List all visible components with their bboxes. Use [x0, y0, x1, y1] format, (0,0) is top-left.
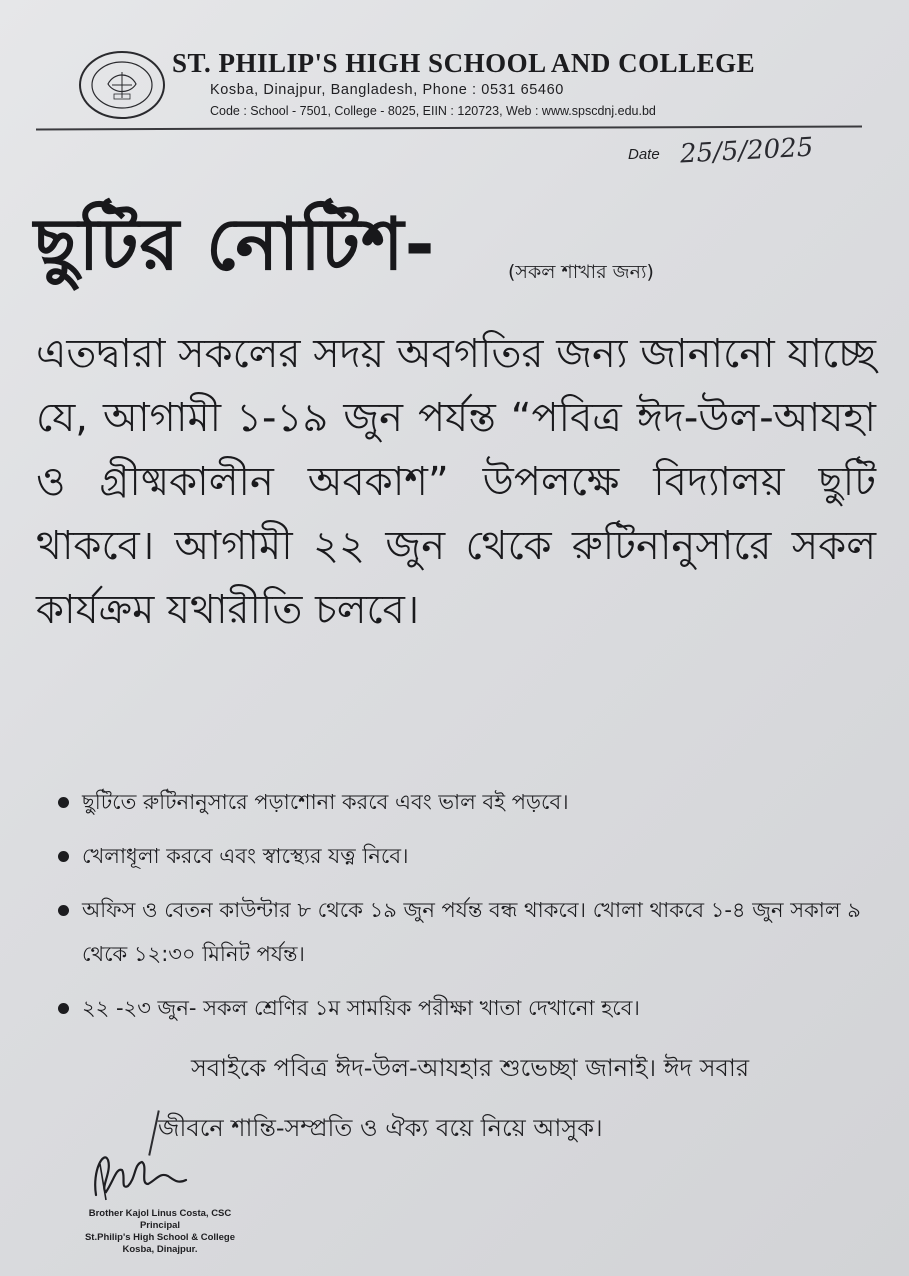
list-item: ২২ -২৩ জুন- সকল শ্রেণির ১ম সাময়িক পরীক্ষা খাতা দেখানো হবে।	[56, 986, 886, 1030]
date-value: 25/5/2025	[679, 132, 815, 170]
notice-subtitle: (সকল শাখার জন্য)	[508, 261, 654, 283]
list-item: ছুটিতে রুটিনানুসারে পড়াশোনা করবে এবং ভাল বই পড়বে।	[56, 780, 886, 824]
signatory-role: Principal	[139, 1220, 181, 1231]
notice-title: ছুটির নোটিশ-	[34, 202, 436, 286]
greeting-line-1: সবাইকে পবিত্র ঈদ-উল-আযহার শুভেচ্ছা জানাই। ঈদ সবার	[190, 1054, 750, 1082]
signatory-institution: St.Philip's High School & College	[84, 1232, 236, 1243]
school-seal-icon	[78, 50, 166, 120]
school-name: ST. PHILIP'S HIGH SCHOOL AND COLLEGE	[172, 48, 756, 78]
notice-body: এতদ্বারা সকলের সদয় অবগতির জন্য জানানো যাচ্ছে যে, আগামী ১-১৯ জুন পর্যন্ত “পবিত্র ঈদ-উল-আযহা ও গ্রীষ্মকালীন অবকাশ” উপলক্ষে বিদ্যালয় ছুটি থাকবে। আগামী ২২ জুন থেকে রুটিনানুসারে সকল কার্যক্রম যথারীতি চলবে।	[36, 331, 876, 633]
greeting-line-2: জীবনে শান্তি-সম্প্রতি ও ঐক্য বয়ে নিয়ে আসুক।	[158, 1114, 603, 1142]
signatory-block	[60, 1208, 260, 1256]
list-item: অফিস ও বেতন কাউন্টার ৮ থেকে ১৯ জুন পর্যন্ত বন্ধ থাকবে। খোলা থাকবে ১-৪ জুন সকাল ৯ থেকে ১২:৩০ মিনিট পর্যন্ত।	[56, 888, 886, 976]
signatory-name: Brother Kajol Linus Costa, CSC	[88, 1208, 232, 1219]
date-label: Date	[628, 146, 660, 163]
signatory-place: Kosba, Dinajpur.	[122, 1244, 198, 1255]
list-item: খেলাধূলা করবে এবং স্বাস্থ্যের যত্ন নিবে।	[56, 834, 886, 878]
header-divider	[36, 126, 862, 131]
school-codes: Code : School - 7501, College - 8025, EIIN : 120723, Web : www.spscdnj.edu.bd	[210, 104, 656, 118]
signature-icon	[86, 1140, 196, 1210]
school-address: Kosba, Dinajpur, Bangladesh, Phone : 0531 65460	[210, 82, 564, 98]
instruction-list	[56, 780, 886, 1030]
